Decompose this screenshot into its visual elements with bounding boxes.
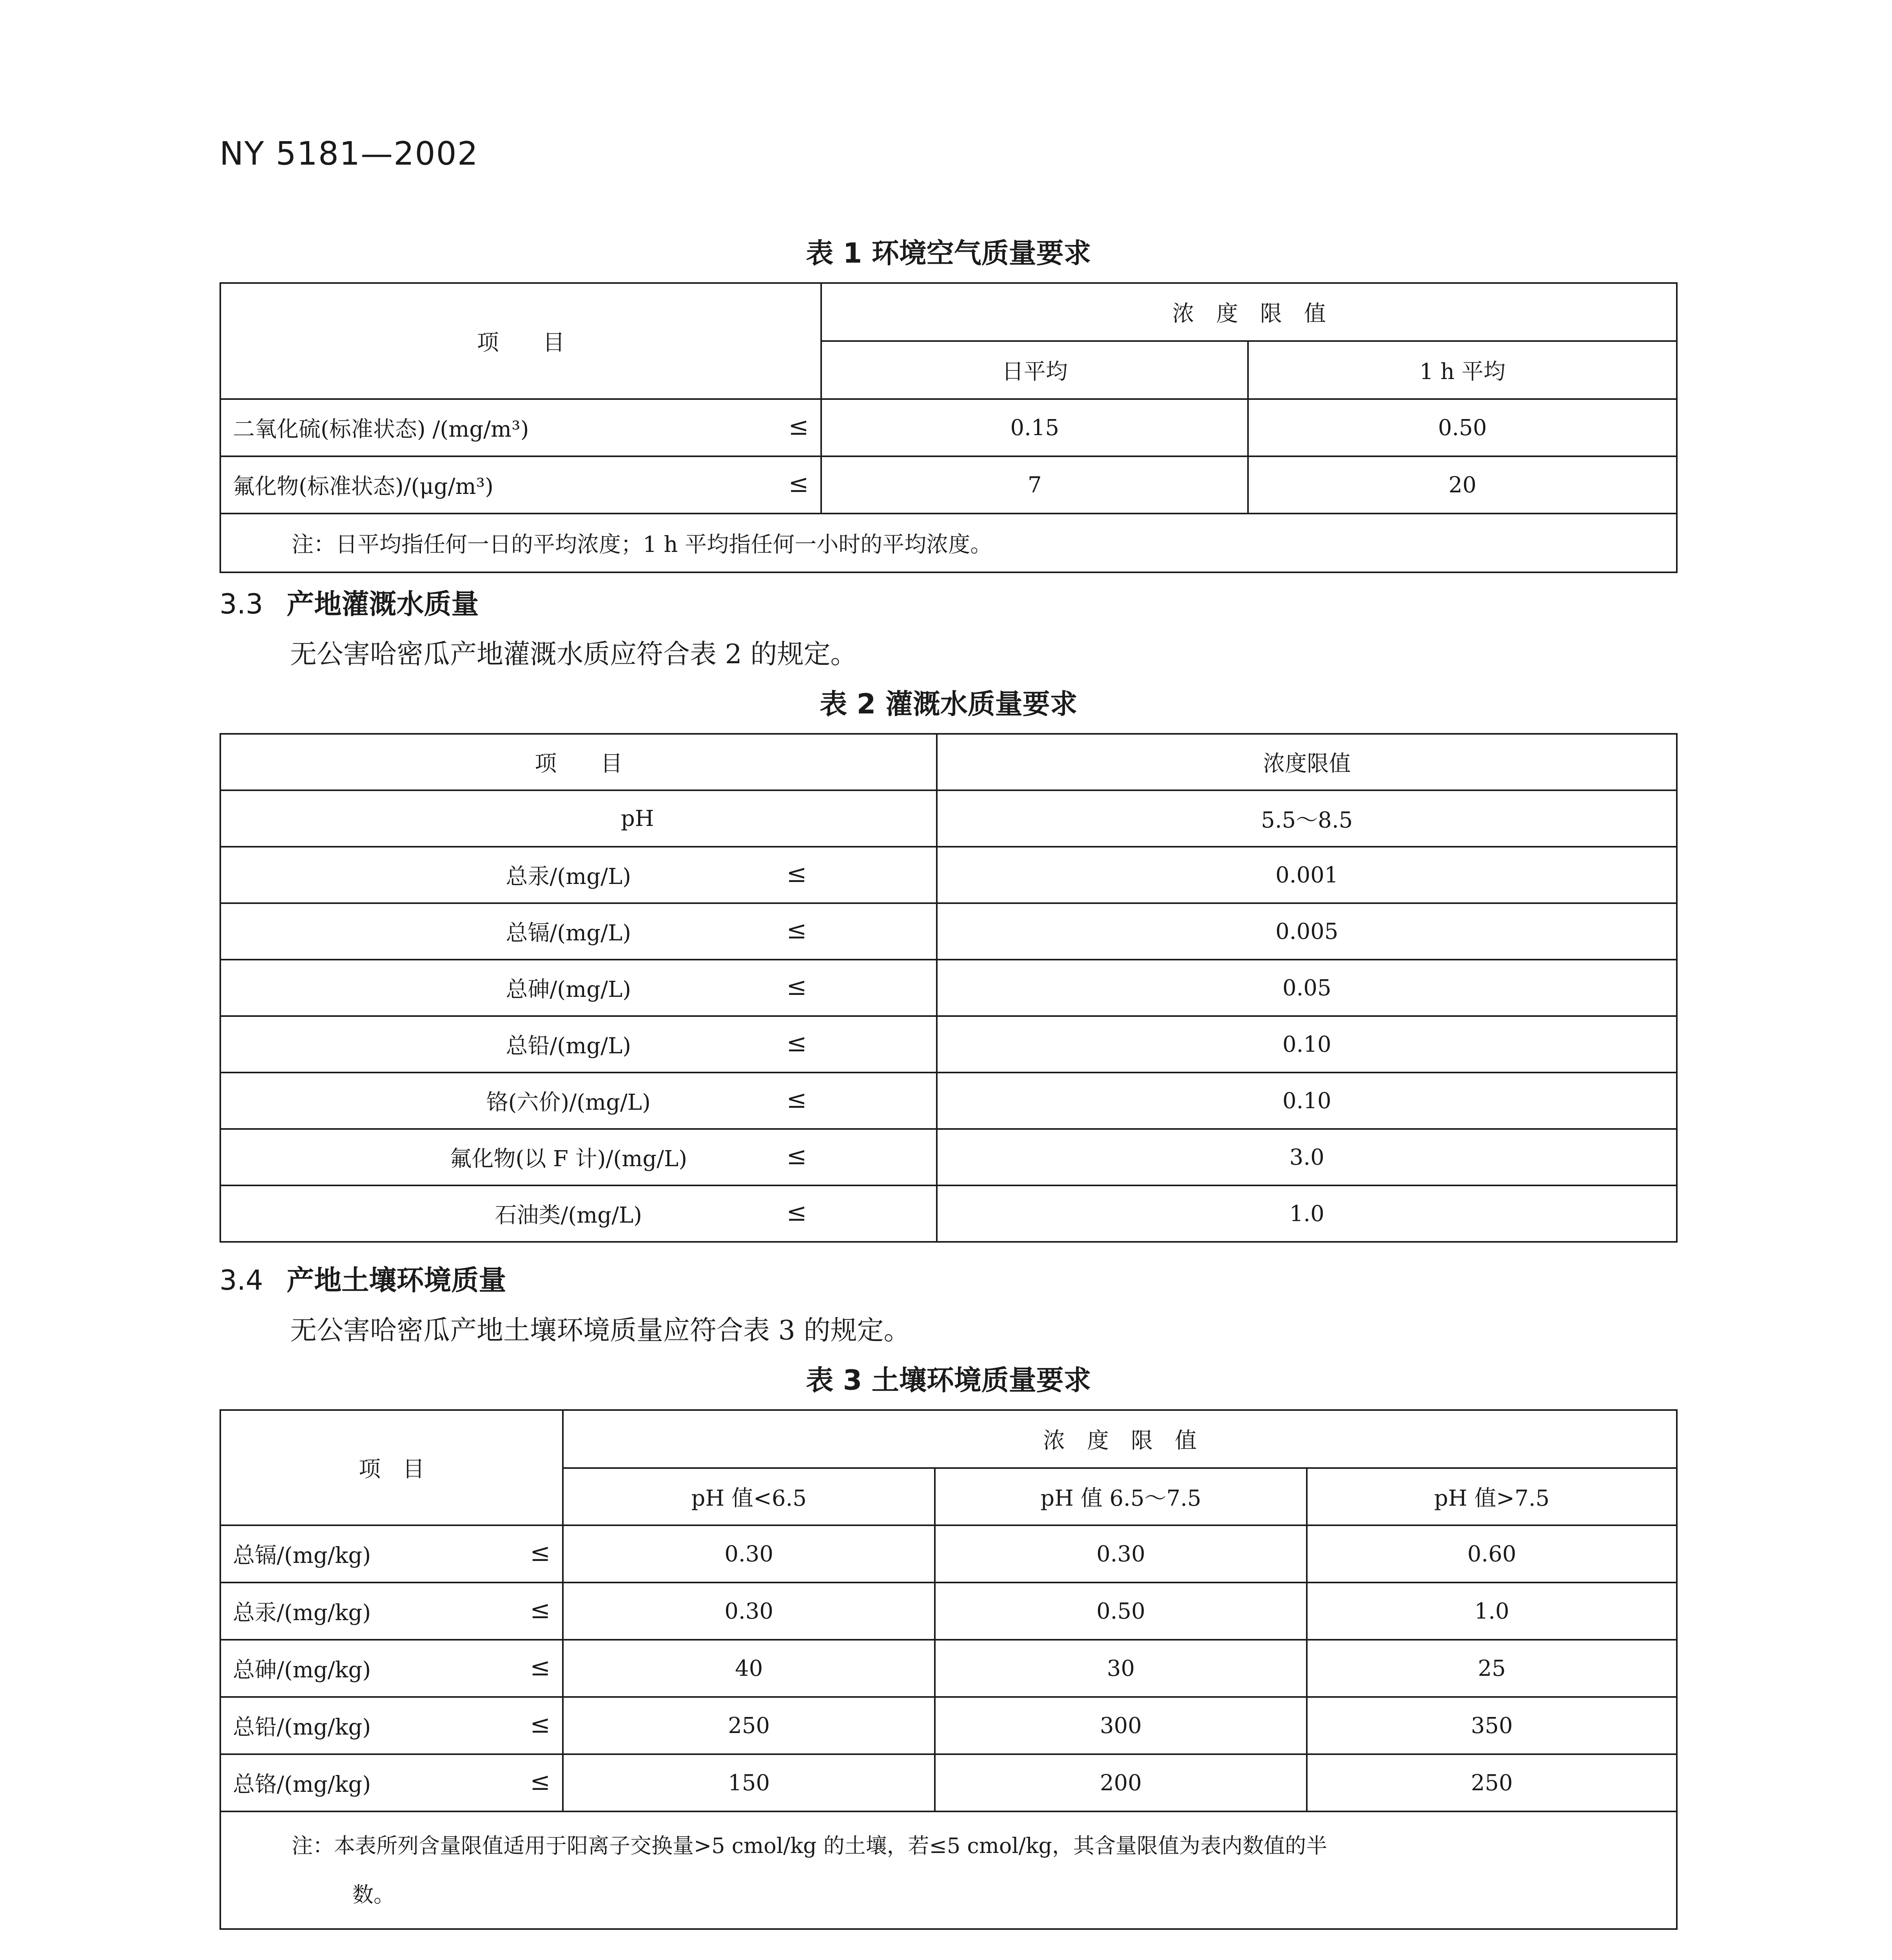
le-sign: ≤: [788, 412, 809, 441]
section-3-3-heading: [219, 582, 479, 622]
row-item: 石油类/(mg/L): [495, 1203, 642, 1228]
table1: [219, 282, 1678, 573]
table2-header-limit: 浓度限值: [937, 734, 1677, 790]
row-item: pH: [620, 806, 654, 831]
row-value: 0.005: [937, 903, 1677, 960]
row-item: 总镉/(mg/kg): [233, 1543, 371, 1568]
row-value-c: 25: [1307, 1640, 1677, 1697]
row-daily: 7: [821, 456, 1248, 514]
table1-header-item: 项 目: [220, 283, 821, 399]
table1-note: 注：日平均指任何一日的平均浓度；1 h 平均指任何一小时的平均浓度。: [220, 514, 1677, 572]
le-sign: ≤: [786, 916, 807, 944]
row-value-b: 0.50: [935, 1583, 1307, 1640]
row-item: 总铅/(mg/L): [506, 1033, 631, 1059]
table1-header-hourly: 1 h 平均: [1248, 341, 1677, 399]
row-value-a: 40: [563, 1640, 935, 1697]
table2: [219, 733, 1678, 1243]
section-number: 3.3: [219, 588, 263, 620]
le-sign: ≤: [530, 1767, 551, 1796]
table-row: [220, 1129, 1677, 1185]
row-value-c: 350: [1307, 1697, 1677, 1754]
table3-note: [220, 1811, 1677, 1929]
le-sign: ≤: [786, 1085, 807, 1114]
le-sign: ≤: [786, 1198, 807, 1227]
table-row: [220, 1185, 1677, 1242]
section-3-3-paragraph: 无公害哈密瓜产地灌溉水质应符合表 2 的规定。: [290, 639, 857, 670]
table3-note-line1: 注：本表所列含量限值适用于阳离子交换量>5 cmol/kg 的土壤，若≤5 cmol/kg，其含量限值为表内数值的半: [292, 1833, 1328, 1858]
table1-caption: 表 1 环境空气质量要求: [806, 237, 1091, 269]
table1-header-daily: 日平均: [821, 341, 1248, 399]
table3-header-ph-high: pH 值>7.5: [1307, 1468, 1677, 1525]
table2-caption: 表 2 灌溉水质量要求: [820, 688, 1078, 720]
row-value-c: 250: [1307, 1754, 1677, 1811]
section-number: 3.4: [219, 1264, 263, 1296]
row-value: 0.001: [937, 847, 1677, 903]
row-value: 0.10: [937, 1016, 1677, 1073]
row-hourly: 20: [1248, 456, 1677, 514]
row-item: 总汞/(mg/kg): [233, 1600, 371, 1626]
table2-header-item: 项 目: [220, 734, 937, 790]
section-title: 产地灌溉水质量: [287, 588, 479, 620]
row-value-a: 250: [563, 1697, 935, 1754]
row-value-b: 300: [935, 1697, 1307, 1754]
table-row: [220, 456, 1677, 514]
row-item: 总镉/(mg/L): [506, 920, 631, 946]
table3-header-item: 项 目: [220, 1410, 563, 1525]
table-row: [220, 399, 1677, 456]
row-value-b: 200: [935, 1754, 1307, 1811]
table3-note-line2: 数。: [352, 1882, 395, 1907]
le-sign: ≤: [530, 1710, 551, 1739]
table-row: [220, 1016, 1677, 1073]
row-item: 铬(六价)/(mg/L): [486, 1090, 651, 1115]
section-title: 产地土壤环境质量: [287, 1264, 506, 1296]
row-item: 总铅/(mg/kg): [233, 1715, 371, 1740]
row-value-a: 0.30: [563, 1525, 935, 1583]
table-row: [220, 1073, 1677, 1129]
row-value: 3.0: [937, 1129, 1677, 1185]
le-sign: ≤: [530, 1538, 551, 1567]
row-value: 0.05: [937, 960, 1677, 1016]
le-sign: ≤: [786, 1142, 807, 1170]
table-row: [220, 1754, 1677, 1811]
standard-code: NY 5181—2002: [219, 135, 479, 172]
table-row: [220, 1583, 1677, 1640]
row-daily: 0.15: [821, 399, 1248, 456]
row-value-c: 1.0: [1307, 1583, 1677, 1640]
row-item: 总铬/(mg/kg): [233, 1772, 371, 1797]
row-hourly: 0.50: [1248, 399, 1677, 456]
row-value-a: 0.30: [563, 1583, 935, 1640]
table3: [219, 1409, 1678, 1930]
row-value: 1.0: [937, 1185, 1677, 1242]
row-item: 氟化物(标准状态)/(μg/m³): [233, 474, 493, 499]
table-row: [220, 790, 1677, 847]
row-value-c: 0.60: [1307, 1525, 1677, 1583]
table3-header-conc: 浓 度 限 值: [563, 1410, 1677, 1468]
row-item: 二氧化硫(标准状态) /(mg/m³): [233, 417, 529, 442]
table-row: [220, 1525, 1677, 1583]
table3-header-ph-low: pH 值<6.5: [563, 1468, 935, 1525]
section-3-4-heading: [219, 1258, 506, 1298]
table-row: [220, 1640, 1677, 1697]
le-sign: ≤: [530, 1595, 551, 1624]
row-item: 氟化物(以 F 计)/(mg/L): [450, 1146, 688, 1172]
table-row: [220, 960, 1677, 1016]
le-sign: ≤: [786, 972, 807, 1001]
row-value-b: 0.30: [935, 1525, 1307, 1583]
row-value: 5.5～8.5: [937, 790, 1677, 847]
row-value: 0.10: [937, 1073, 1677, 1129]
table1-header-conc: 浓 度 限 值: [821, 283, 1677, 341]
row-value-b: 30: [935, 1640, 1307, 1697]
table-row: [220, 847, 1677, 903]
table3-caption: 表 3 土壤环境质量要求: [806, 1364, 1091, 1396]
row-item: 总砷/(mg/L): [506, 977, 631, 1002]
table-row: [220, 903, 1677, 960]
row-item: 总砷/(mg/kg): [233, 1657, 371, 1683]
le-sign: ≤: [786, 859, 807, 888]
le-sign: ≤: [530, 1653, 551, 1681]
table3-header-ph-mid: pH 值 6.5～7.5: [935, 1468, 1307, 1525]
section-3-4-paragraph: 无公害哈密瓜产地土壤环境质量应符合表 3 的规定。: [290, 1315, 911, 1346]
row-item: 总汞/(mg/L): [506, 864, 631, 889]
table-row: [220, 1697, 1677, 1754]
le-sign: ≤: [786, 1029, 807, 1057]
row-value-a: 150: [563, 1754, 935, 1811]
le-sign: ≤: [788, 469, 809, 498]
